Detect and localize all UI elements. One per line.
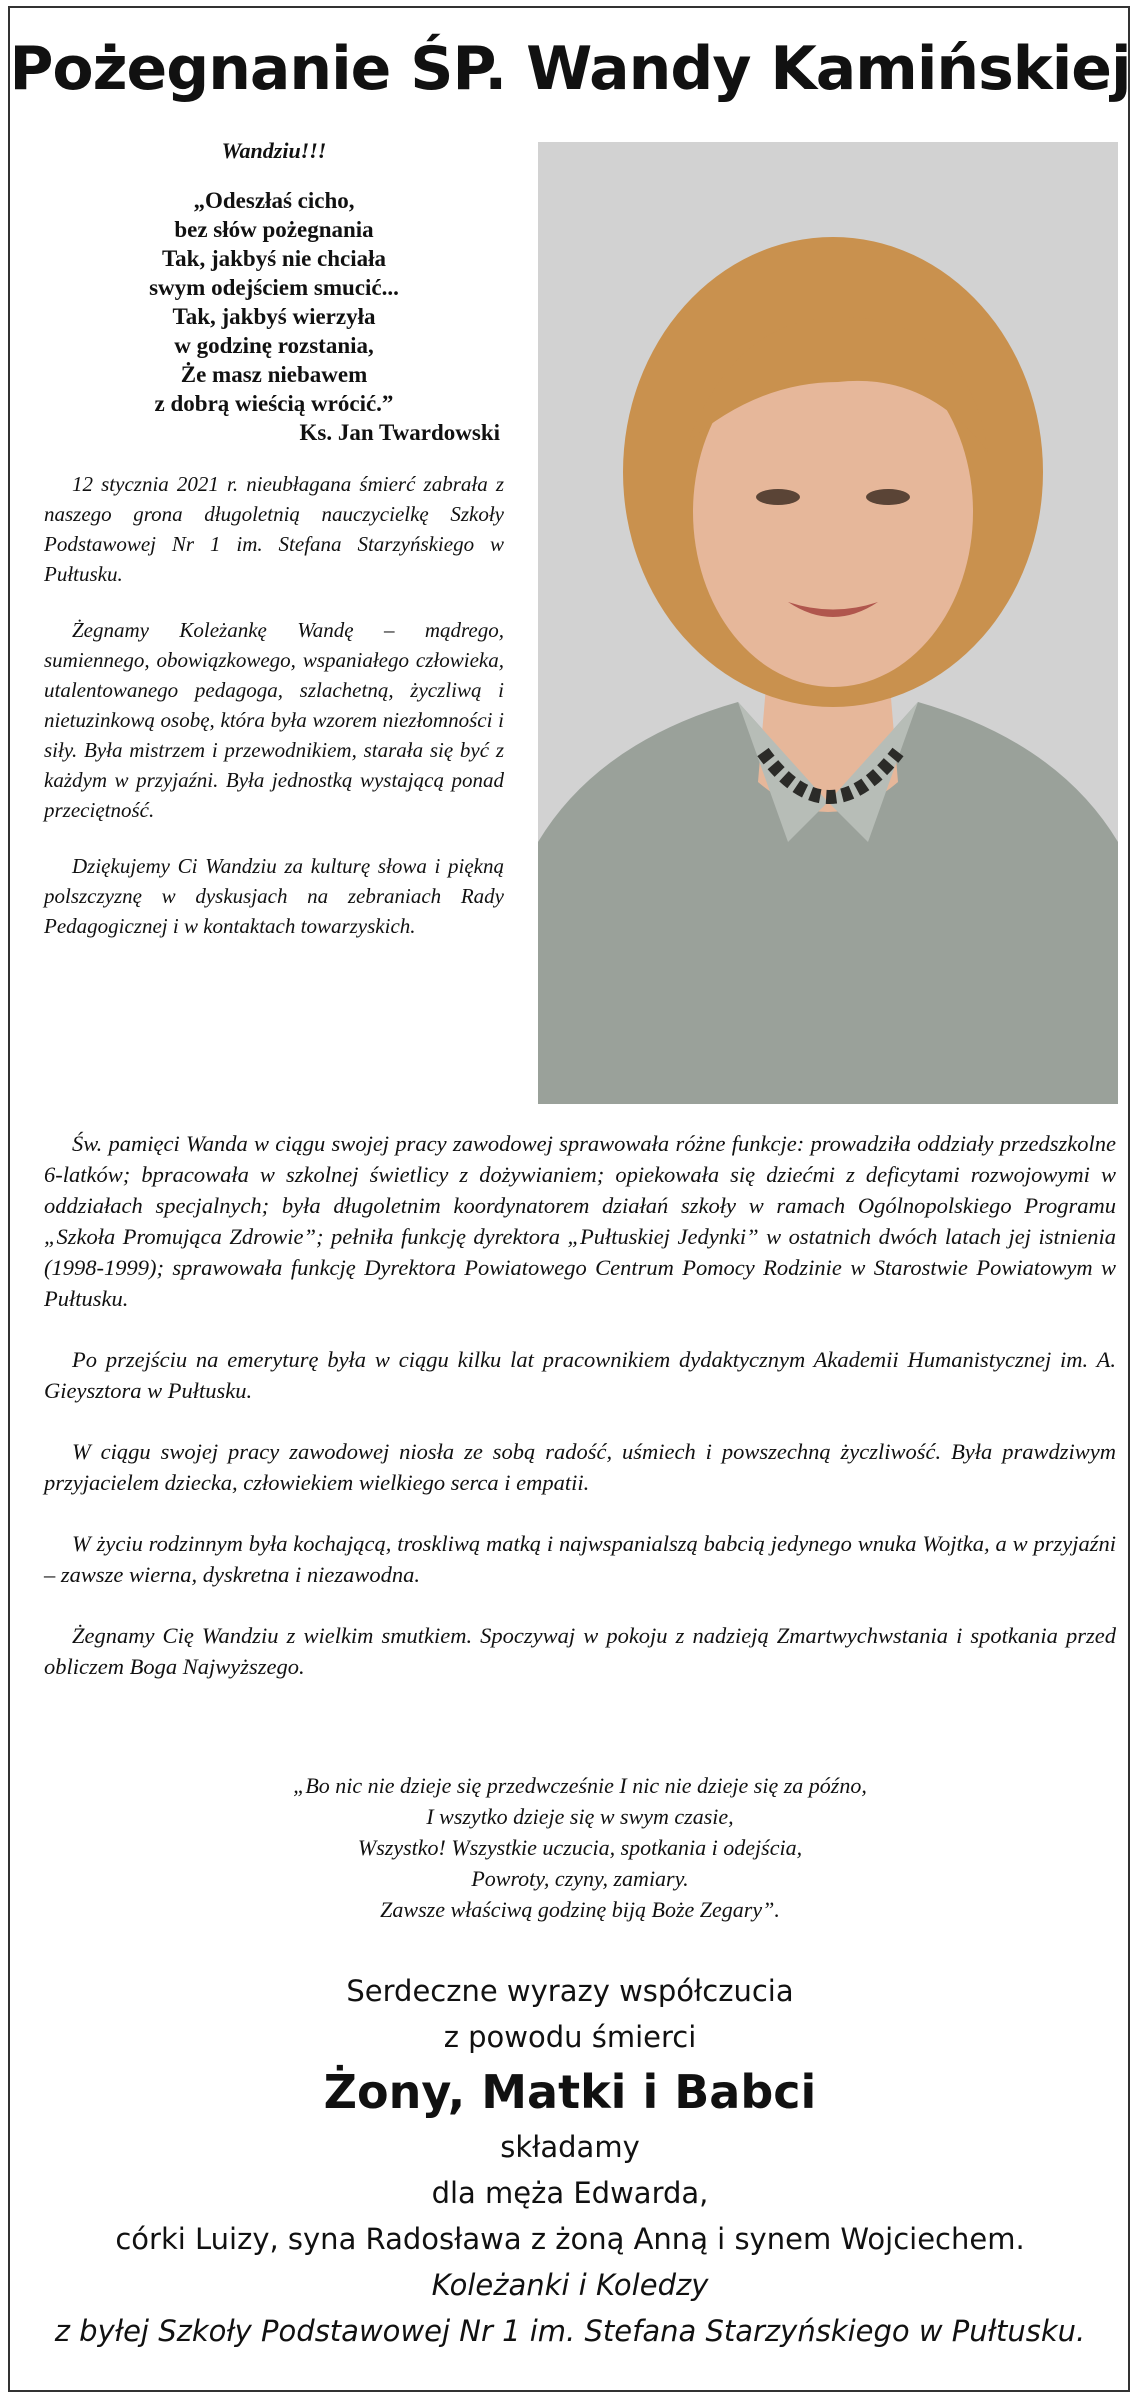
biography-paragraph: W ciągu swojej pracy zawodowej niosła ze sobą radość, uśmiech i powszechną życzliwość. Była prawdziwym przyjacielem dziecka, człowiekiem wielkiego serca i empatii. xyxy=(44,1439,1116,1495)
condolences-line: z powodu śmierci xyxy=(443,2020,697,2054)
intro-paragraph: Dziękujemy Ci Wandziu za kulturę słowa i piękną polszczyznę w dyskusjach na zebraniach Rady Pedagogicznej i w kontaktach towarzyskich. xyxy=(44,854,504,938)
poem-line: „Odeszłaś cicho, xyxy=(193,188,355,213)
intro-paragraph: 12 stycznia 2021 r. nieubłagana śmierć zabrała z naszego grona długoletnią nauczycielkę Szkoły Podstawowej Nr 1 im. Stefana Starzyńskiego w Pułtusku. xyxy=(44,472,504,586)
biography xyxy=(44,1128,1116,1712)
quote-line: Wszystko! Wszystkie uczucia, spotkania i odejścia, xyxy=(357,1835,803,1860)
poem-line: bez słów pożegnania xyxy=(174,217,374,242)
poem-line: w godzinę rozstania, xyxy=(174,333,374,358)
condolences-signature: z byłej Szkoły Podstawowej Nr 1 im. Stefana Starzyńskiego w Pułtusku. xyxy=(54,2314,1086,2348)
biography-paragraph: Po przejściu na emeryturę była w ciągu kilku lat pracownikiem dydaktycznym Akademii Humanistycznej im. A. Gieysztora w Pułtusku. xyxy=(44,1347,1116,1403)
condolences-line: Serdeczne wyrazy współczucia xyxy=(346,1974,794,2008)
poem-line: z dobrą wieścią wrócić.” xyxy=(154,391,394,416)
poem-line: Tak, jakbyś nie chciała xyxy=(161,246,387,271)
poem-line: Tak, jakbyś wierzyła xyxy=(172,304,376,329)
portrait-illustration xyxy=(538,142,1118,1104)
closing-quote xyxy=(44,1770,1116,1925)
left-eye xyxy=(756,489,800,505)
intro-column xyxy=(44,138,504,967)
poem-line: swym odejściem smucić... xyxy=(149,275,399,300)
right-eye xyxy=(866,489,910,505)
condolences xyxy=(0,1968,1140,2354)
intro-paragraph: Żegnamy Koleżankę Wandę – mądrego, sumiennego, obowiązkowego, wspaniałego człowieka, utalentowanego pedagoga, szlachetną, życzliwą i nietuzinkową osobę, która była wzorem niezłomności i siły. Była mistrzem i przewodnikiem, starała się być z każdym w przyjaźni. Była jednostką wystającą ponad przeciętność. xyxy=(44,618,504,822)
portrait-photo xyxy=(538,142,1118,1104)
condolences-signature: Koleżanki i Koledzy xyxy=(431,2268,709,2302)
biography-paragraph: Św. pamięci Wanda w ciągu swojej pracy zawodowej sprawowała różne funkcje: prowadziła oddziały przedszkolne 6-latków; bpracowała w szkolnej świetlicy z dożywianiem; opiekowała się dziećmi z deficytami rozwojowymi w oddziałach specjalnych; była długoletnim koordynatorem działań szkoły w ramach Ogólnopolskiego Programu „Szkoła Promująca Zdrowie”; pełniła funkcję dyrektora „Pułtuskiej Jedynki” w ostatnich dwóch latach jej istnienia (1998-1999); sprawowała funkcję Dyrektora Powiatowego Centrum Pomocy Rodzinie w Starostwie Powiatowym w Pułtusku. xyxy=(44,1131,1116,1311)
greeting: Wandziu!!! xyxy=(221,138,327,163)
quote-line: I wszytko dzieje się w swym czasie, xyxy=(426,1804,734,1829)
page-title: Pożegnanie ŚP. Wandy Kamińskiej xyxy=(9,34,1131,104)
quote-line: „Bo nic nie dzieje się przedwcześnie I nic nie dzieje się za późno, xyxy=(293,1773,867,1798)
poem-author: Ks. Jan Twardowski xyxy=(299,420,500,445)
condolences-line: córki Luizy, syna Radosława z żoną Anną i synem Wojciechem. xyxy=(115,2222,1025,2256)
quote-line: Powroty, czyny, zamiary. xyxy=(471,1866,689,1891)
poem-line: Że masz niebawem xyxy=(180,362,368,387)
biography-paragraph: Żegnamy Cię Wandziu z wielkim smutkiem. Spoczywaj w pokoju z nadzieją Zmartwychwstania i spotkania przed obliczem Boga Najwyższego. xyxy=(44,1623,1116,1679)
condolences-headline: Żony, Matki i Babci xyxy=(323,2065,817,2119)
poem xyxy=(44,186,504,418)
quote-line: Zawsze właściwą godzinę biją Boże Zegary”. xyxy=(380,1897,780,1922)
biography-paragraph: W życiu rodzinnym była kochającą, troskliwą matką i najwspanialszą babcią jedynego wnuka Wojtka, a w przyjaźni – zawsze wierna, dyskretna i niezawodna. xyxy=(44,1531,1116,1587)
condolences-line: dla męża Edwarda, xyxy=(431,2176,709,2210)
condolences-line: składamy xyxy=(500,2130,640,2164)
